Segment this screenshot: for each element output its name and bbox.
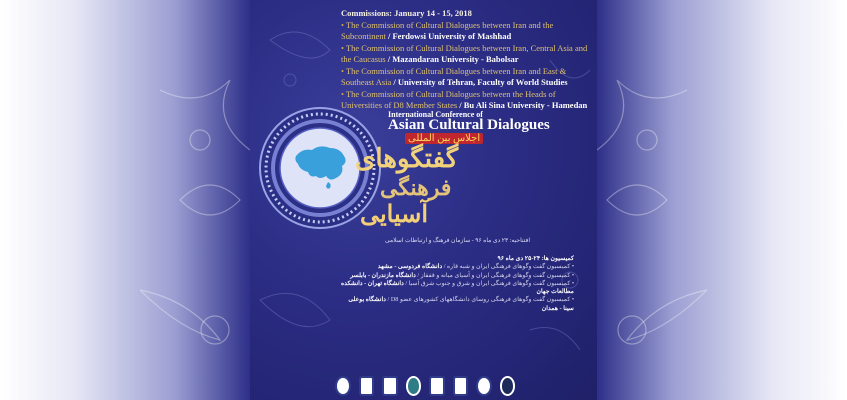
- commission-item: • The Commission of Cultural Dialogues between Iran and East & Southeast Asia / University of Tehran, Faculty of World Studies: [341, 66, 568, 87]
- farsi-opening-date: افتتاحیه: ۲۳ دی ماه ۹۶ - سازمان فرهنگ و ارتباطات اسلامی: [385, 238, 531, 244]
- conference-title-line2: Asian Cultural Dialogues: [388, 117, 550, 133]
- commissions-block: [341, 8, 591, 111]
- university-logo-icon: [429, 376, 445, 396]
- university-logo-icon: [453, 376, 469, 396]
- commission-item: • The Commission of Cultural Dialogues between the Heads of Universities of D8 Member States / Bu Ali Sina University - Hamedan: [341, 89, 588, 110]
- right-decoration: [597, 0, 847, 400]
- commissions-dates: January 14 - 15, 2018: [394, 8, 472, 18]
- farsi-list-item: • کمیسیون گفت وگوهای فرهنگی ایران و شبه قاره / دانشگاه فردوسی - مشهد: [377, 263, 574, 271]
- right-floral-icon: [597, 0, 847, 400]
- farsi-commissions-list: [338, 255, 574, 313]
- farsi-title-line3: آسیایی: [360, 202, 429, 228]
- farsi-list-item: • کمیسیون گفت وگوهای فرهنگی روسای دانشگاههای کشورهای عضو D8 / دانشگاه بوعلی سینا - همدان: [348, 296, 574, 312]
- conference-title-line1: International Conference of: [388, 110, 483, 119]
- farsi-list-item: • کمیسیون گفت وگوهای فرهنگی ایران و آسیای میانه و قفقاز / دانشگاه مازندران - بابلسر: [350, 271, 574, 279]
- university-logo-icon: [382, 376, 398, 396]
- university-logo-icon: [500, 376, 516, 396]
- farsi-tag: اجلاس بین المللی: [405, 133, 483, 144]
- conference-poster: [250, 0, 597, 400]
- commission-item: • The Commission of Cultural Dialogues between Iran and the Subcontinent / Ferdowsi University of Mashhad: [341, 20, 554, 41]
- commission-item: • The Commission of Cultural Dialogues between Iran, Central Asia and the Caucasus / Mazandaran University - Babolsar: [341, 43, 588, 64]
- farsi-title-line1: گفتگوهای: [355, 144, 459, 173]
- organizer-logos: [335, 368, 515, 396]
- university-logo-icon: [406, 376, 422, 396]
- commissions-label: Commissions:: [341, 8, 393, 18]
- left-decoration: [0, 0, 250, 400]
- left-floral-icon: [0, 0, 250, 400]
- university-logo-icon: [359, 376, 375, 396]
- farsi-list-item: • کمیسیون گفت وگوهای فرهنگی ایران و شرق و جنوب شرق آسیا / دانشگاه تهران - دانشکده مطالعات جهان: [341, 279, 574, 296]
- farsi-list-heading: کمیسیون ها: ۲۴-۲۵ دی ماه ۹۶: [497, 255, 574, 262]
- university-logo-icon: [335, 376, 351, 396]
- university-logo-icon: [476, 376, 492, 396]
- farsi-title-line2: فرهنگی: [380, 175, 452, 200]
